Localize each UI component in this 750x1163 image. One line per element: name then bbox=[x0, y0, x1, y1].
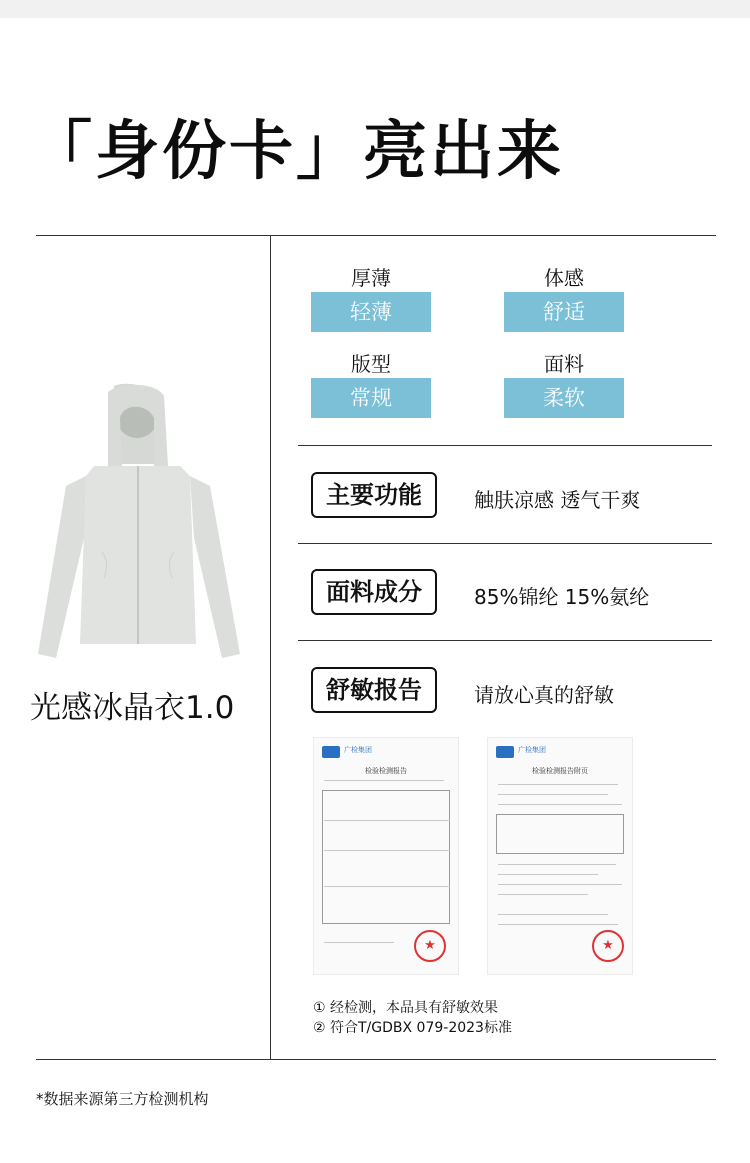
report-text-line bbox=[498, 894, 588, 895]
feature-function-value: 触肤凉感 透气干爽 bbox=[474, 488, 641, 512]
feature-composition-label: 面料成分 bbox=[311, 569, 437, 615]
jacket-image bbox=[30, 382, 246, 664]
feature-function-label: 主要功能 bbox=[311, 472, 437, 518]
report-org: 广检集团 bbox=[518, 746, 546, 754]
gtt-logo-icon bbox=[496, 746, 514, 758]
top-band bbox=[0, 0, 750, 18]
report-text-line bbox=[498, 804, 622, 805]
feature-report-label: 舒敏报告 bbox=[311, 667, 437, 713]
attr-fabric-value: 柔软 bbox=[504, 378, 624, 418]
report-text-line bbox=[324, 886, 450, 887]
report-text-line bbox=[498, 924, 618, 925]
test-report-image bbox=[313, 737, 459, 975]
bottom-divider bbox=[36, 1059, 716, 1060]
feature-report-value: 请放心真的舒敏 bbox=[474, 683, 614, 707]
feature-composition-value: 85%锦纶 15%氨纶 bbox=[474, 585, 650, 609]
report-text-line bbox=[324, 820, 450, 821]
report-text-line bbox=[324, 780, 444, 781]
note-1: ① 经检测，本品具有舒敏效果 bbox=[313, 1000, 499, 1016]
attr-fit-value: 常规 bbox=[311, 378, 431, 418]
attr-divider bbox=[298, 445, 712, 446]
report-table bbox=[322, 790, 450, 924]
red-stamp-icon bbox=[414, 930, 446, 962]
feature-divider-2 bbox=[298, 640, 712, 641]
report-text-line bbox=[324, 850, 450, 851]
report-text-line bbox=[498, 794, 608, 795]
page-title: 「身份卡」亮出来 bbox=[28, 115, 564, 189]
note-2: ② 符合T/GDBX 079-2023标准 bbox=[313, 1020, 512, 1036]
gtt-logo-icon bbox=[322, 746, 340, 758]
report-text-line bbox=[324, 942, 394, 943]
attr-feel-label: 体感 bbox=[544, 266, 584, 290]
report-text-line bbox=[498, 784, 618, 785]
report-text-line bbox=[498, 914, 608, 915]
footer-source-note: *数据来源第三方检测机构 bbox=[36, 1090, 209, 1108]
report-title: 检验检测报告 bbox=[365, 767, 407, 775]
attr-fit-label: 版型 bbox=[351, 352, 391, 376]
report-text-line bbox=[498, 874, 598, 875]
report-text-line bbox=[498, 884, 622, 885]
attr-fabric-label: 面料 bbox=[544, 352, 584, 376]
test-report-appendix-image bbox=[487, 737, 633, 975]
attr-thickness-value: 轻薄 bbox=[311, 292, 431, 332]
product-name: 光感冰晶衣1.0 bbox=[30, 690, 235, 726]
column-divider bbox=[270, 235, 271, 1060]
attr-thickness-label: 厚薄 bbox=[351, 266, 391, 290]
report-org: 广检集团 bbox=[344, 746, 372, 754]
feature-divider-1 bbox=[298, 543, 712, 544]
red-stamp-icon bbox=[592, 930, 624, 962]
report-title: 检验检测报告附页 bbox=[532, 767, 588, 775]
report-table bbox=[496, 814, 624, 854]
top-divider bbox=[36, 235, 716, 236]
report-text-line bbox=[498, 864, 616, 865]
attr-feel-value: 舒适 bbox=[504, 292, 624, 332]
